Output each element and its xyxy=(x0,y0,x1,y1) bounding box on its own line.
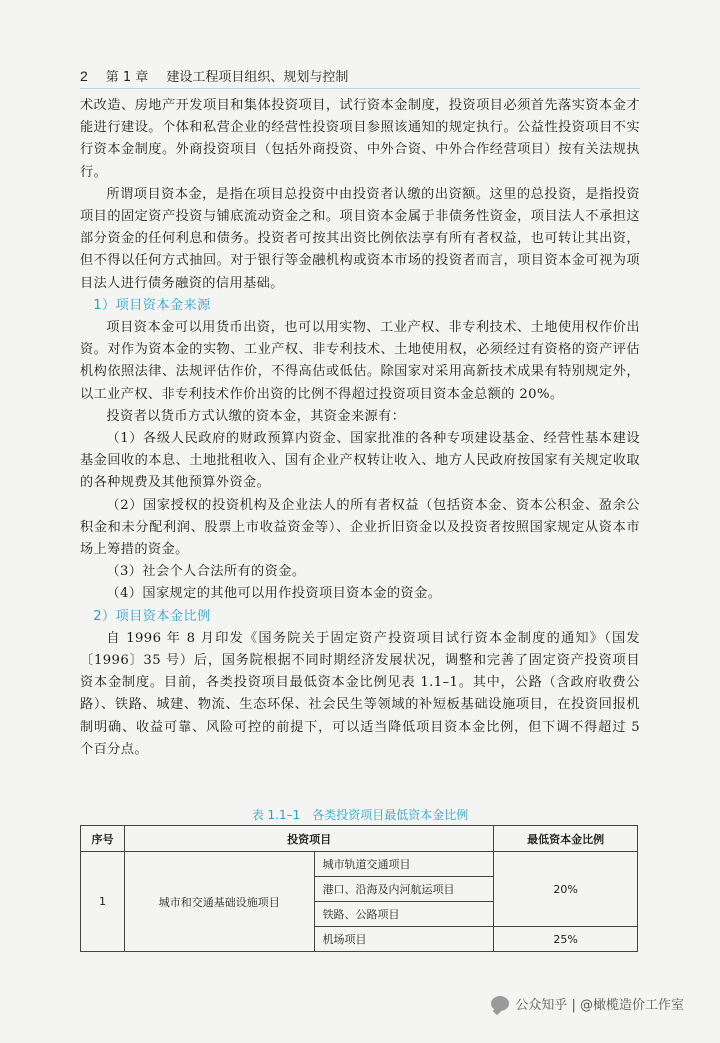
header-seq: 序号 xyxy=(81,826,125,852)
chapter-number: 第 1 章 xyxy=(105,70,149,85)
cell-seq: 1 xyxy=(81,852,125,952)
cell-item: 铁路、公路项目 xyxy=(314,902,494,927)
cell-item: 机场项目 xyxy=(314,927,494,952)
list-item: （2）国家授权的投资机构及企业法人的所有者权益（包括资本金、资本公积金、盈余公积金和未分配利润、股票上市收益资金等）、企业折旧资金以及投资者按照国家规定从资本市场上筹措的资金。 xyxy=(80,497,640,558)
cell-ratio: 25% xyxy=(494,927,638,952)
paragraph: 术改造、房地产开发项目和集体投资项目，试行资本金制度，投资项目必须首先落实资本金才能进行建设。个体和私营企业的经营性投资项目参照该通知的规定执行。公益性投资项目不实行资本金制度。外商投资项目（包括外商投资、中外合资、中外合作经营项目）按有关法规执行。 xyxy=(80,98,640,180)
page-header xyxy=(80,66,640,85)
watermark-text: 公众知乎 | @橄榄造价工作室 xyxy=(515,998,684,1013)
header-divider xyxy=(80,88,640,89)
cell-ratio: 20% xyxy=(494,852,638,927)
section-heading: 1）项目资本金来源 xyxy=(93,297,211,313)
paragraph: 项目资本金可以用货币出资，也可以用实物、工业产权、非专利技术、土地使用权作价出资。对作为资本金的实物、工业产权、非专利技术、土地使用权，必须经过有资格的资产评估机构依照法律、法规评估作价，不得高估或低估。除国家对采用高新技术成果有特别规定外，以工业产权、非专利技术作价出资的比例不得超过投资项目资本金总额的 20%。 xyxy=(80,320,640,402)
paragraph: 自 1996 年 8 月印发《国务院关于固定资产投资项目试行资本金制度的通知》（国发〔1996〕35 号）后，国务院根据不同时期经济发展状况，调整和完善了固定资产投资项目资本金制度。目前，各类投资项目最低资本金比例见表 1.1–1。其中，公路（含政府收费公路）、铁路、城建、物流、生态环保、社会民生等领域的补短板基础设施项目，在投资回报机制明确、收益可靠、风险可控的前提下，可以适当降低项目资本金比例，但下调不得超过 5 个百分点。 xyxy=(80,630,640,757)
body-text xyxy=(80,95,640,761)
table-header-row xyxy=(81,826,638,852)
list-item: （3）社会个人合法所有的资金。 xyxy=(106,564,306,580)
chapter-title: 建设工程项目组织、规划与控制 xyxy=(166,70,349,85)
list-item: （1）各级人民政府的财政预算内资金、国家批准的各种专项建设基金、经营性基本建设基金回收的本息、土地批租收入、国有企业产权转让收入、地方人民政府按国家有关规定收取的各种规费及其他预算外资金。 xyxy=(80,431,640,491)
cell-group: 城市和交通基础设施项目 xyxy=(124,852,314,952)
table-caption: 表 1.1–1 各类投资项目最低资本金比例 xyxy=(251,808,469,822)
paragraph: 投资者以货币方式认缴的资本金，其资金来源有： xyxy=(106,408,406,424)
cell-item: 港口、沿海及内河航运项目 xyxy=(314,877,494,902)
page-number: 2 xyxy=(80,68,88,84)
header-project: 投资项目 xyxy=(124,826,493,852)
table-row xyxy=(81,852,638,877)
section-heading: 2）项目资本金比例 xyxy=(93,608,211,624)
watermark xyxy=(491,994,684,1013)
capital-ratio-table xyxy=(80,825,638,952)
wechat-icon xyxy=(491,996,509,1011)
list-item: （4）国家规定的其他可以用作投资项目资本金的资金。 xyxy=(106,586,442,602)
header-ratio: 最低资本金比例 xyxy=(494,826,638,852)
cell-item: 城市轨道交通项目 xyxy=(314,852,494,877)
paragraph: 所谓项目资本金，是指在项目总投资中由投资者认缴的出资额。这里的总投资，是指投资项目的固定资产投资与铺底流动资金之和。项目资本金属于非债务性资金，项目法人不承担这部分资金的任何利息和债务。投资者可按其出资比例依法享有所有者权益，也可转让其出资，但不得以任何方式抽回。对于银行等金融机构或资本市场的投资者而言，项目资本金可视为项目法人进行债务融资的信用基础。 xyxy=(80,186,640,291)
